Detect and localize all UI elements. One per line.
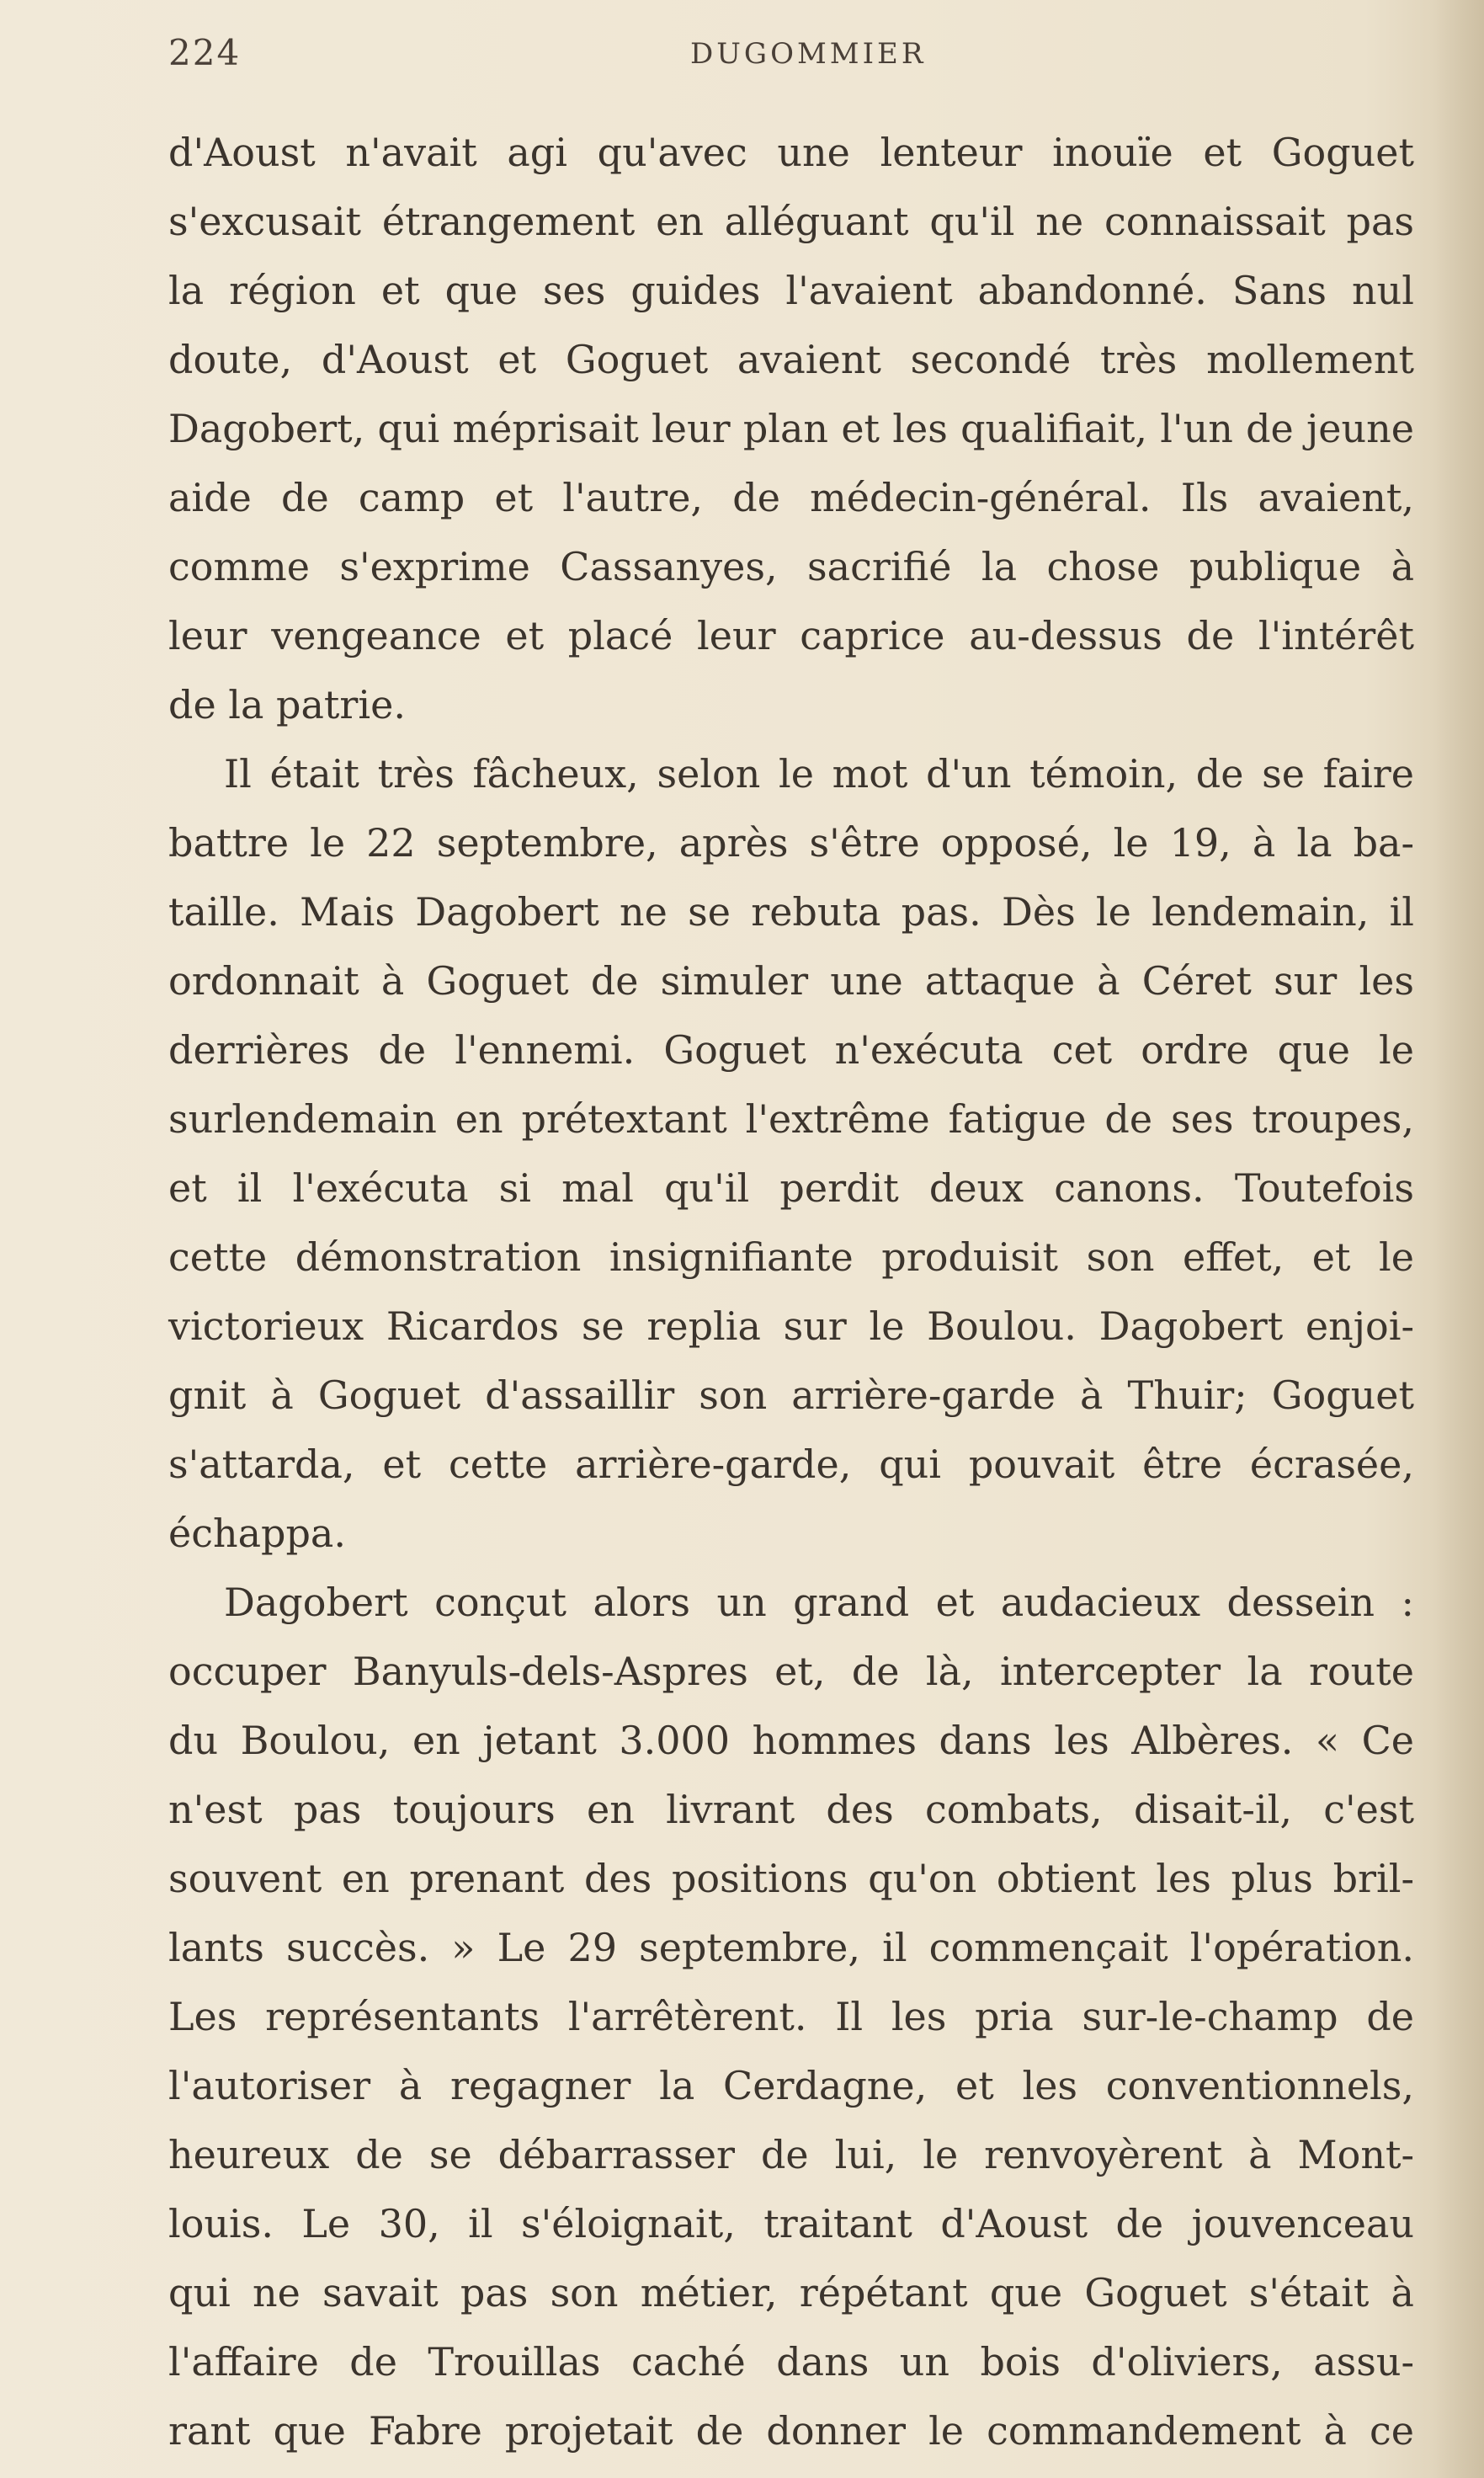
text-line: lants succès. » Le 29 septembre, il commençait l'opération. xyxy=(168,1925,1414,1970)
text-line: Dagobert, qui méprisait leur plan et les qualifiait, l'un de jeune xyxy=(168,406,1414,451)
text-line: battre le 22 septembre, après s'être opposé, le 19, à la ba- xyxy=(168,820,1414,866)
text-line: louis. Le 30, il s'éloignait, traitant d'Aoust de jouvenceau xyxy=(168,2201,1414,2246)
text-line: et il l'exécuta si mal qu'il perdit deux canons. Toutefois xyxy=(168,1165,1414,1211)
text-line: rant que Fabre projetait de donner le commandement à ce xyxy=(168,2408,1414,2454)
text-line: souvent en prenant des positions qu'on obtient les plus bril- xyxy=(168,1856,1414,1901)
text-line: leur vengeance et placé leur caprice au-dessus de l'intérêt xyxy=(168,613,1414,658)
text-line: n'est pas toujours en livrant des combats, disait-il, c'est xyxy=(168,1787,1414,1832)
text-line: taille. Mais Dagobert ne se rebuta pas. Dès le lendemain, il xyxy=(168,889,1414,935)
page-edge-shadow xyxy=(1433,0,1484,2478)
text-line: aide de camp et l'autre, de médecin-général. Ils avaient, xyxy=(168,475,1414,520)
text-line: derrières de l'ennemi. Goguet n'exécuta cet ordre que le xyxy=(168,1027,1414,1073)
text-line: d'Aoust n'avait agi qu'avec une lenteur inouïe et Goguet xyxy=(168,130,1414,175)
page-number: 224 xyxy=(168,32,242,73)
text-line: l'affaire de Trouillas caché dans un bois d'oliviers, assu- xyxy=(168,2339,1414,2385)
page-header xyxy=(168,32,1389,91)
text-line: heureux de se débarrasser de lui, le renvoyèrent à Mont- xyxy=(168,2132,1414,2177)
text-line: surlendemain en prétextant l'extrême fatigue de ses troupes, xyxy=(168,1096,1414,1142)
text-line: doute, d'Aoust et Goguet avaient secondé très mollement xyxy=(168,337,1414,382)
text-line: Les représentants l'arrêtèrent. Il les pria sur-le-champ de xyxy=(168,1994,1414,2039)
paragraph-start-line: Dagobert conçut alors un grand et audacieux dessein : xyxy=(224,1580,1414,1625)
text-line: s'excusait étrangement en alléguant qu'il ne connaissait pas xyxy=(168,199,1414,244)
text-line: cette démonstration insignifiante produisit son effet, et le xyxy=(168,1234,1414,1280)
text-line: victorieux Ricardos se replia sur le Boulou. Dagobert enjoi- xyxy=(168,1303,1414,1349)
text-line: comme s'exprime Cassanyes, sacrifié la chose publique à xyxy=(168,544,1414,589)
text-line: ordonnait à Goguet de simuler une attaque à Céret sur les xyxy=(168,958,1414,1004)
paragraph-start-line: Il était très fâcheux, selon le mot d'un témoin, de se faire xyxy=(224,751,1414,797)
text-line: qui ne savait pas son métier, répétant que Goguet s'était à xyxy=(168,2270,1414,2315)
text-line: l'autoriser à regagner la Cerdagne, et les conventionnels, xyxy=(168,2063,1414,2108)
paragraph-end-line: de la patrie. xyxy=(168,682,406,727)
text-line: gnit à Goguet d'assaillir son arrière-garde à Thuir; Goguet xyxy=(168,1372,1414,1418)
paragraph-end-line: échappa. xyxy=(168,1511,346,1556)
text-line: occuper Banyuls-dels-Aspres et, de là, intercepter la route xyxy=(168,1649,1414,1694)
running-title: DUGOMMIER xyxy=(690,37,927,71)
body-text xyxy=(168,118,1414,2465)
text-line: la région et que ses guides l'avaient abandonné. Sans nul xyxy=(168,268,1414,313)
text-line: s'attarda, et cette arrière-garde, qui pouvait être écrasée, xyxy=(168,1442,1414,1487)
text-line: du Boulou, en jetant 3.000 hommes dans les Albères. « Ce xyxy=(168,1718,1414,1763)
